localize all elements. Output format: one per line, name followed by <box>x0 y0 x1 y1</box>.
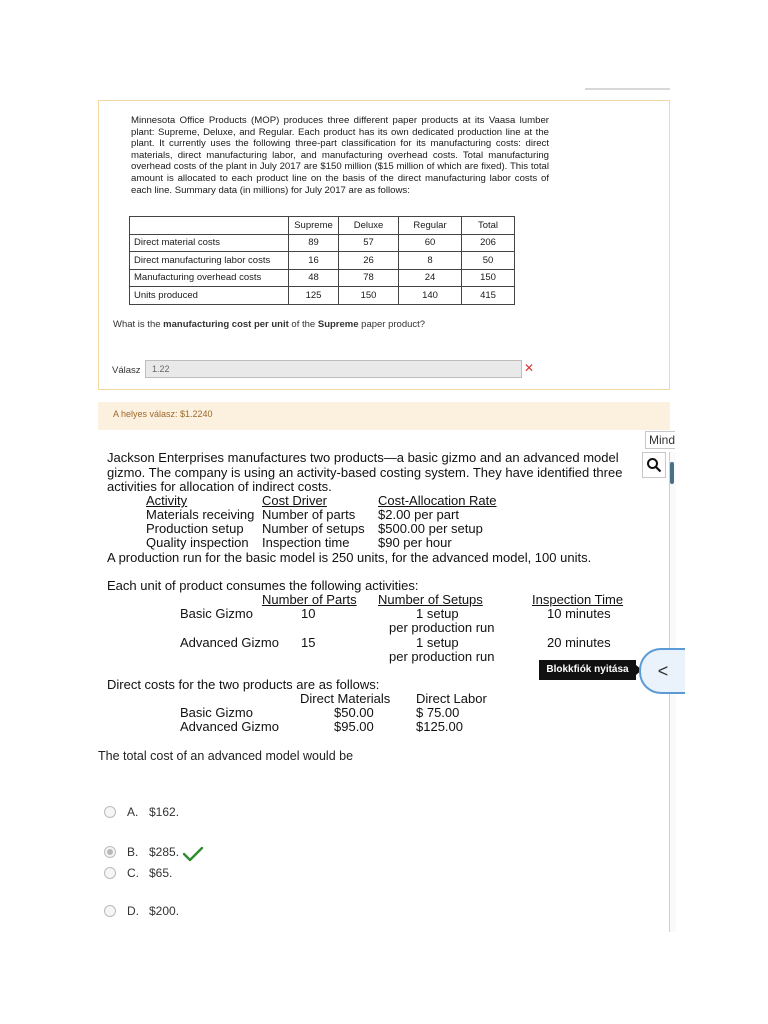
table-row <box>130 269 515 287</box>
direct-materials-header: Direct Materials <box>300 691 391 706</box>
cost-driver: Inspection time <box>262 535 350 550</box>
table-cell: Direct manufacturing labor costs <box>130 252 289 270</box>
table-header: Regular <box>399 217 462 235</box>
option-text: $200. <box>149 904 180 918</box>
inspection-value: 20 minutes <box>547 635 611 650</box>
direct-costs-title: Direct costs for the two products are as follows: <box>107 677 380 692</box>
option-letter: A. <box>127 805 139 819</box>
radio-button[interactable] <box>104 867 116 879</box>
cost-driver-header: Cost Driver <box>262 493 328 508</box>
open-drawer-button[interactable] <box>639 648 685 694</box>
question1-text: Minnesota Office Products (MOP) produces three different paper products at its Vaasa lumber plant: Supreme, Deluxe, and Regular. Each product has its own dedicated production line at the plant. It currently uses the following three-part classification for its manufacturing costs: direct materials, direct manufacturing labor, and manufacturing overhead costs. Total manufacturing overhead costs of the plant in July 2017 are $150 million ($15 million of which are fixed). This total amount is allocated to each product line on the basis of the direct manufacturing labor costs of each line. Summary data (in millions) for July 2017 are as follows: <box>131 115 549 196</box>
direct-materials-value: $95.00 <box>334 719 374 734</box>
search-button[interactable] <box>642 452 666 478</box>
option-b[interactable] <box>104 842 204 862</box>
option-d[interactable] <box>104 904 179 918</box>
answer-label: Válasz <box>112 365 141 376</box>
product-name: Advanced Gizmo <box>180 719 279 734</box>
correct-answer-text: A helyes válasz: $1.2240 <box>113 409 213 419</box>
parts-value: 10 <box>301 606 316 621</box>
direct-labor-header: Direct Labor <box>416 691 487 706</box>
scrollbar-thumb[interactable] <box>670 462 674 484</box>
direct-labor-value: $125.00 <box>416 719 463 734</box>
direct-materials-value: $50.00 <box>334 705 374 720</box>
checkmark-icon <box>182 846 204 862</box>
table-header <box>130 217 289 235</box>
option-letter: C. <box>127 866 139 880</box>
table-row <box>130 287 515 305</box>
product-name: Basic Gizmo <box>180 606 253 621</box>
option-c[interactable] <box>104 866 172 880</box>
question2-intro: Jackson Enterprises manufactures two products—a basic gizmo and an advanced model gizmo. The company is using an activity-based costing system. They have identified three activities for allocation of indirect costs. <box>107 450 623 494</box>
incorrect-icon: ✕ <box>524 361 535 375</box>
radio-button-selected[interactable] <box>104 846 116 858</box>
table-cell: Direct material costs <box>130 234 289 252</box>
activity-header: Activity <box>146 493 188 508</box>
table-cell: 48 <box>289 269 339 287</box>
cost-driver: Number of parts <box>262 507 356 522</box>
radio-button[interactable] <box>104 905 116 917</box>
find-input[interactable]: Mind <box>645 431 675 449</box>
top-divider <box>585 88 670 90</box>
question1-table <box>129 216 515 305</box>
prompt-bold: manufacturing cost per unit <box>163 319 289 330</box>
option-letter: B. <box>127 845 139 859</box>
table-header: Supreme <box>289 217 339 235</box>
cost-driver: Number of setups <box>262 521 365 536</box>
question2-prompt: The total cost of an advanced model would be <box>98 749 354 763</box>
table-cell: 26 <box>339 252 399 270</box>
setups-value-detail: per production run <box>389 649 495 664</box>
option-text: $285. <box>149 845 180 859</box>
table-cell: 16 <box>289 252 339 270</box>
allocation-rate: $500.00 per setup <box>378 521 483 536</box>
prompt-bold: Supreme <box>317 319 359 330</box>
table-row <box>130 252 515 270</box>
radio-button[interactable] <box>104 806 116 818</box>
table-cell: 89 <box>289 234 339 252</box>
table-cell: 150 <box>339 287 399 305</box>
table-cell: 140 <box>399 287 462 305</box>
setups-header: Number of Setups <box>378 592 483 607</box>
table-cell: 206 <box>462 234 515 252</box>
answer-input[interactable] <box>145 360 522 378</box>
table-header-row <box>130 217 515 235</box>
option-text: $65. <box>149 866 173 880</box>
rate-header: Cost-Allocation Rate <box>378 493 497 508</box>
table-cell: 8 <box>399 252 462 270</box>
setups-value: 1 setup <box>416 635 459 650</box>
product-name: Basic Gizmo <box>180 705 253 720</box>
table-cell: 78 <box>339 269 399 287</box>
table-cell: 125 <box>289 287 339 305</box>
search-icon <box>646 457 662 473</box>
table-cell: 50 <box>462 252 515 270</box>
prompt-text: paper product? <box>358 319 426 330</box>
inspection-value: 10 minutes <box>547 606 611 621</box>
parts-header: Number of Parts <box>262 592 357 607</box>
table-cell: 60 <box>399 234 462 252</box>
product-name: Advanced Gizmo <box>180 635 279 650</box>
table-cell: 24 <box>399 269 462 287</box>
chevron-left-icon: < <box>657 660 669 681</box>
direct-labor-value: $ 75.00 <box>416 705 460 720</box>
open-drawer-tooltip: Blokkfiók nyitása <box>539 660 636 680</box>
production-run-text: A production run for the basic model is 250 units, for the advanced model, 100 units. <box>107 550 592 565</box>
inspection-header: Inspection Time <box>532 592 624 607</box>
question1-prompt <box>113 319 425 330</box>
activity-name: Quality inspection <box>146 535 249 550</box>
consumption-title: Each unit of product consumes the following activities: <box>107 578 419 593</box>
parts-value: 15 <box>301 635 316 650</box>
table-cell: 415 <box>462 287 515 305</box>
setups-value: 1 setup <box>416 606 459 621</box>
table-header: Total <box>462 217 515 235</box>
table-cell: Manufacturing overhead costs <box>130 269 289 287</box>
option-a[interactable] <box>104 805 179 819</box>
table-row <box>130 234 515 252</box>
table-header: Deluxe <box>339 217 399 235</box>
prompt-text: What is the <box>113 319 164 330</box>
activity-name: Production setup <box>146 521 244 536</box>
table-cell: 150 <box>462 269 515 287</box>
prompt-text: of the <box>288 319 318 330</box>
allocation-rate: $90 per hour <box>378 535 452 550</box>
table-cell: 57 <box>339 234 399 252</box>
option-text: $162. <box>149 805 180 819</box>
allocation-rate: $2.00 per part <box>378 507 459 522</box>
option-letter: D. <box>127 904 139 918</box>
table-cell: Units produced <box>130 287 289 305</box>
activity-name: Materials receiving <box>146 507 255 522</box>
setups-value-detail: per production run <box>389 620 495 635</box>
